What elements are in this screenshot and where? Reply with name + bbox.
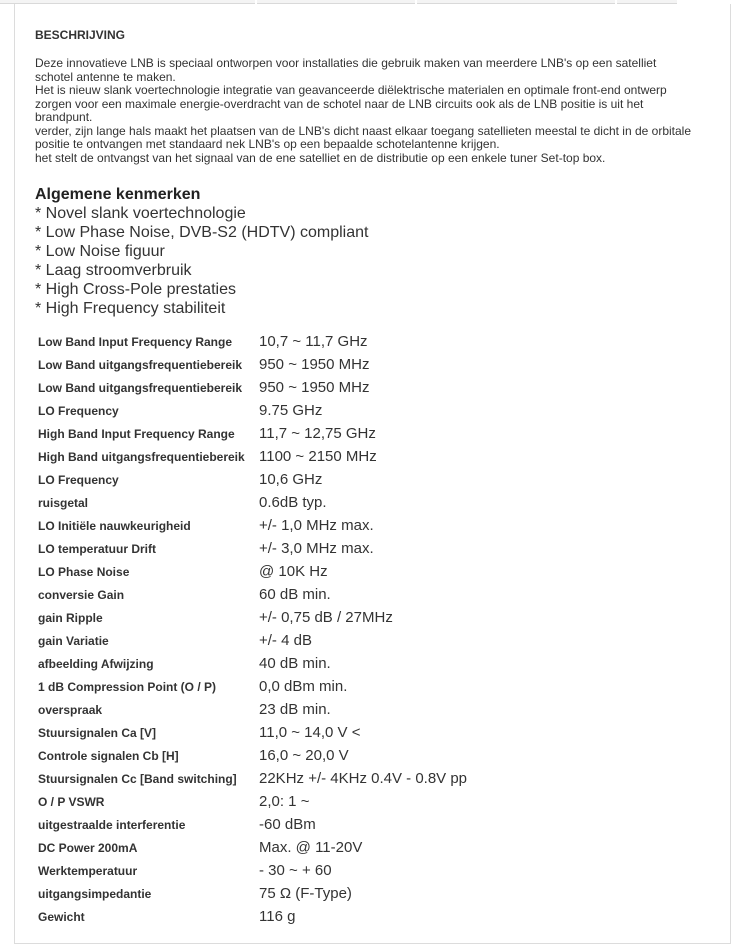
spec-value: 11,7 ~ 12,75 GHz	[259, 425, 376, 442]
spec-label: Werktemperatuur	[38, 863, 138, 878]
feature-item: * High Frequency stabiliteit	[35, 300, 226, 317]
spec-value: Max. @ 11-20V	[259, 839, 363, 856]
spec-row	[38, 767, 467, 790]
spec-label: Low Band uitgangsfrequentiebereik	[38, 357, 243, 372]
spec-value: +/- 0,75 dB / 27MHz	[259, 609, 393, 626]
feature-item: * High Cross-Pole prestaties	[35, 281, 236, 298]
spec-label: LO Phase Noise	[38, 564, 130, 579]
description-line: zorgen voor een maximale energie-overdracht van de schotel naar de LNB circuits ook als de LNB positie is uit het	[35, 96, 644, 111]
description-line: Het is nieuw slank voertechnologie integratie van geavanceerde diëlektrische materialen en optimale front-end ontwerp	[35, 83, 667, 97]
spec-row	[38, 353, 467, 376]
description-line: verder, zijn lange hals maakt het plaatsen van de LNB's dicht naast elkaar toegang satellieten meestal te dicht in de orbitale	[35, 123, 692, 138]
spec-row	[38, 422, 467, 445]
spec-value: 75 Ω (F-Type)	[259, 885, 352, 902]
description-line: Deze innovatieve LNB is speciaal ontworpen voor installaties die gebruik maken van meerdere LNB's op een satelliet	[35, 56, 657, 70]
spec-value: -60 dBm	[259, 816, 316, 833]
spec-label: gain Variatie	[38, 633, 109, 648]
description-line: het stelt de ontvangst van het signaal van de ene satelliet en de distributie op een enkele tuner Set-top box.	[35, 150, 606, 165]
spec-value: 950 ~ 1950 MHz	[259, 356, 370, 373]
spec-label: Low Band uitgangsfrequentiebereik	[38, 380, 243, 395]
spec-row	[38, 376, 467, 399]
features-title: Algemene kenmerken	[35, 186, 201, 203]
spec-label: overspraak	[38, 702, 103, 717]
spec-row	[38, 537, 467, 560]
spec-value: 9.75 GHz	[259, 402, 323, 419]
spec-label: LO temperatuur Drift	[38, 541, 157, 556]
spec-label: uitgestraalde interferentie	[38, 817, 186, 832]
spec-label: 1 dB Compression Point (O / P)	[38, 679, 217, 694]
spec-row	[38, 468, 467, 491]
spec-label: afbeelding Afwijzing	[38, 656, 154, 671]
spec-row	[38, 859, 467, 882]
spec-value: 60 dB min.	[259, 586, 331, 603]
spec-row	[38, 721, 467, 744]
description-title: BESCHRIJVING	[35, 28, 126, 42]
spec-label: uitgangsimpedantie	[38, 886, 152, 901]
spec-value: 116 g	[259, 908, 296, 925]
spec-label: conversie Gain	[38, 587, 125, 602]
spec-label: Stuursignalen Cc [Band switching]	[38, 771, 237, 786]
spec-value: 10,7 ~ 11,7 GHz	[259, 333, 368, 350]
spec-value: 1100 ~ 2150 MHz	[259, 448, 377, 465]
spec-label: Stuursignalen Ca [V]	[38, 725, 157, 740]
spec-value: 0.6dB typ.	[259, 494, 327, 511]
spec-label: O / P VSWR	[38, 794, 105, 809]
spec-label: High Band uitgangsfrequentiebereik	[38, 449, 245, 464]
spec-row	[38, 629, 467, 652]
spec-row	[38, 514, 467, 537]
spec-row	[38, 675, 467, 698]
spec-row	[38, 790, 467, 813]
spec-row	[38, 905, 467, 928]
spec-value: 11,0 ~ 14,0 V <	[259, 724, 361, 741]
spec-label: Controle signalen Cb [H]	[38, 748, 179, 763]
description-text	[35, 57, 725, 165]
spec-value: 10,6 GHz	[259, 471, 323, 488]
features-list	[35, 204, 725, 318]
product-description	[35, 28, 725, 318]
spec-label: ruisgetal	[38, 495, 89, 510]
spec-label: Gewicht	[38, 909, 85, 924]
spec-row	[38, 330, 467, 353]
spec-row	[38, 744, 467, 767]
spec-value: 23 dB min.	[259, 701, 331, 718]
description-line: schotel antenne te maken.	[35, 69, 176, 84]
spec-value: +/- 4 dB	[259, 632, 312, 649]
spec-label: DC Power 200mA	[38, 840, 138, 855]
feature-item: * Laag stroomverbruik	[35, 262, 192, 279]
description-line: positie te ontvangen met standaard nek LNB's op een bepaalde schotelantenne krijgen.	[35, 137, 500, 151]
spec-value: 2,0: 1 ~	[259, 793, 310, 810]
spec-label: Low Band Input Frequency Range	[38, 334, 233, 349]
spec-label: LO Initiële nauwkeurigheid	[38, 518, 191, 533]
specs-table	[38, 330, 467, 928]
spec-label: LO Frequency	[38, 472, 119, 487]
spec-value: 950 ~ 1950 MHz	[259, 379, 370, 396]
spec-row	[38, 583, 467, 606]
spec-row	[38, 399, 467, 422]
spec-label: LO Frequency	[38, 403, 119, 418]
spec-row	[38, 652, 467, 675]
spec-row	[38, 813, 467, 836]
spec-row	[38, 698, 467, 721]
spec-row	[38, 560, 467, 583]
spec-row	[38, 606, 467, 629]
spec-row	[38, 836, 467, 859]
spec-value: 16,0 ~ 20,0 V	[259, 747, 349, 764]
feature-item: * Novel slank voertechnologie	[35, 205, 246, 222]
spec-row	[38, 882, 467, 905]
spec-value: +/- 1,0 MHz max.	[259, 517, 374, 534]
spec-value: - 30 ~ + 60	[259, 862, 332, 879]
feature-item: * Low Phase Noise, DVB-S2 (HDTV) compliant	[35, 224, 369, 241]
spec-row	[38, 491, 467, 514]
spec-value: 22KHz +/- 4KHz 0.4V - 0.8V pp	[259, 770, 468, 787]
spec-value: +/- 3,0 MHz max.	[259, 540, 374, 557]
description-line: brandpunt.	[35, 110, 93, 124]
spec-value: 0,0 dBm min.	[259, 678, 348, 695]
feature-item: * Low Noise figuur	[35, 243, 165, 260]
spec-value: 40 dB min.	[259, 655, 331, 672]
spec-label: High Band Input Frequency Range	[38, 426, 235, 441]
spec-row	[38, 445, 467, 468]
spec-label: gain Ripple	[38, 610, 103, 625]
spec-value: @ 10K Hz	[259, 563, 328, 580]
